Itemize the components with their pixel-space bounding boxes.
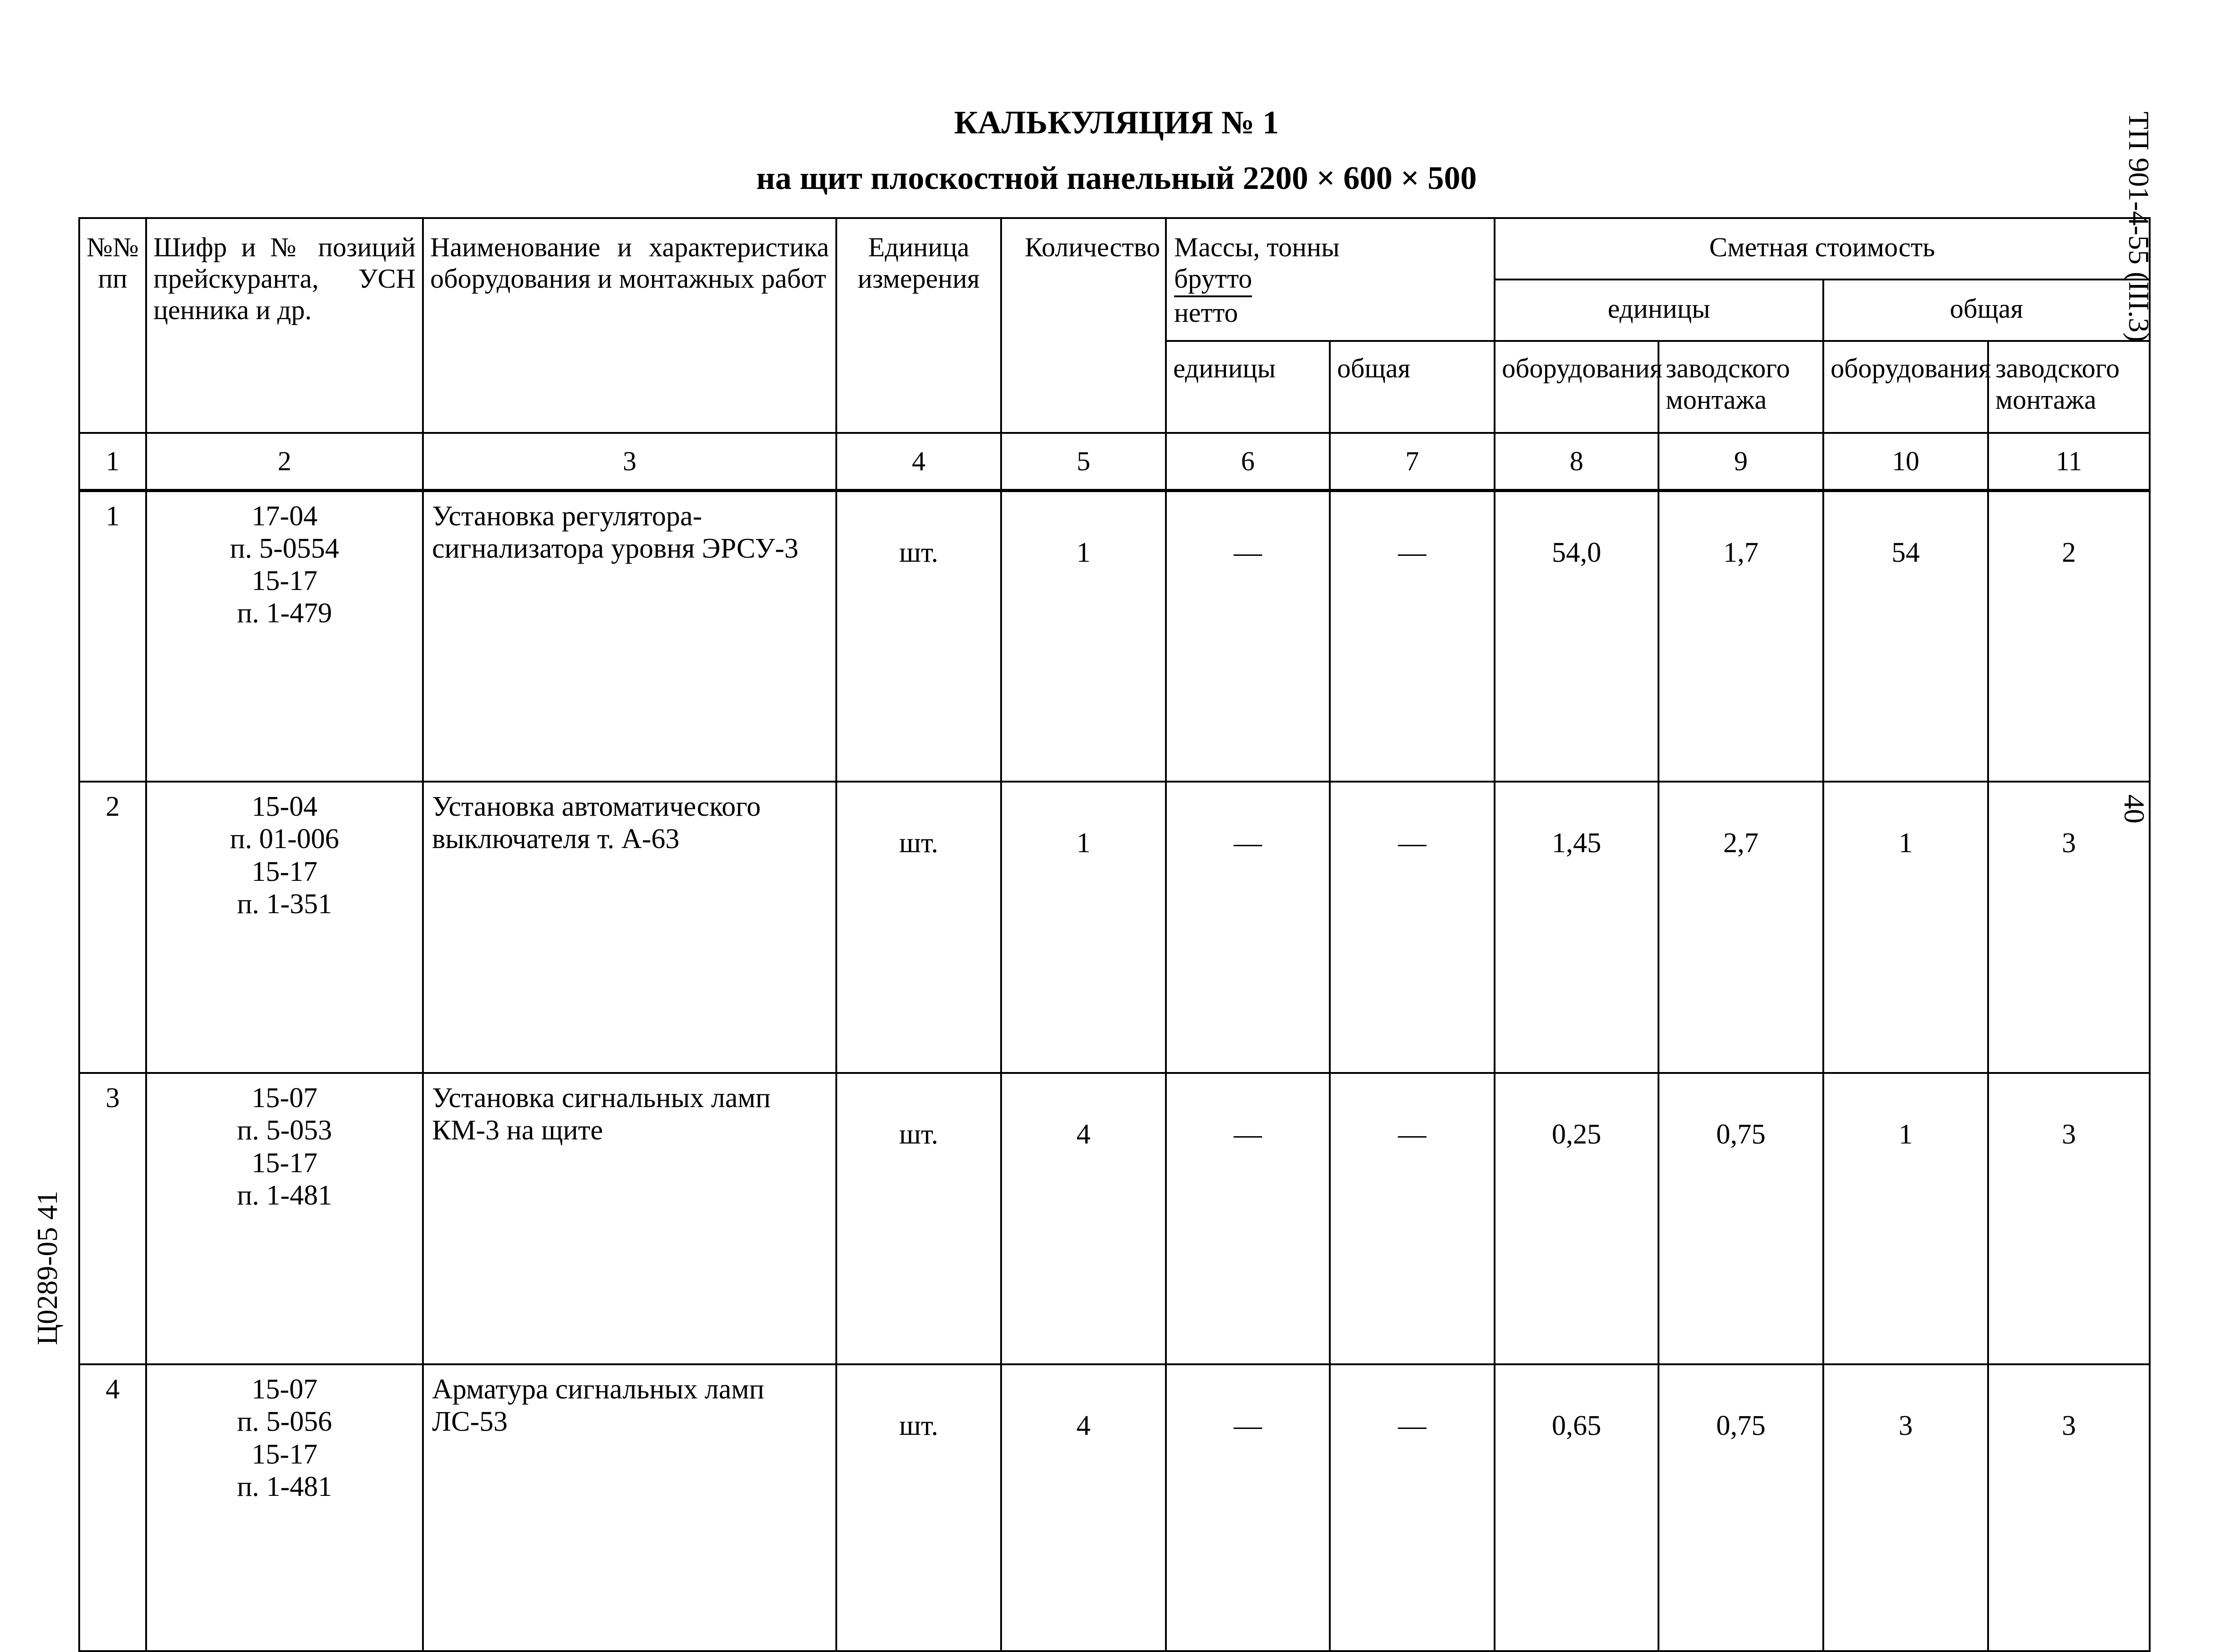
row-cost-unit-assembly: 0,75 [1658,1073,1823,1364]
row-cost-unit-assembly: 2,7 [1658,782,1823,1073]
table-row [79,490,2150,782]
row-cost-unit-assembly: 0,75 [1658,1364,1823,1651]
column-number: 9 [1658,433,1823,490]
row-mass-unit: — [1166,1073,1330,1364]
row-name: Арматура сигнальных ламп ЛС-53 [423,1364,836,1651]
row-mass-unit: — [1166,782,1330,1073]
header-mass [1166,218,1495,341]
row-cost-unit-equipment: 0,65 [1495,1364,1658,1651]
column-number: 3 [423,433,836,490]
row-cost-total-equipment: 1 [1823,1073,1988,1364]
row-qty: 1 [1001,490,1166,782]
page-number: 40 [2118,794,2151,823]
row-qty: 1 [1001,782,1166,1073]
row-cost-unit-equipment: 0,25 [1495,1073,1658,1364]
header-cost-total-equipment: оборудования [1823,341,1988,433]
column-number: 7 [1330,433,1495,490]
row-cost-unit-assembly: 1,7 [1658,490,1823,782]
row-unit: шт. [836,490,1001,782]
header-num: №№ пп [79,218,146,433]
header-qty: Количество [1001,218,1166,433]
document-subtitle: на щит плоскостной панельный 2200 × 600 × 500 [756,160,1477,196]
column-number: 4 [836,433,1001,490]
row-mass-total: — [1330,1073,1495,1364]
row-cost-unit-equipment: 1,45 [1495,782,1658,1073]
header-cost-unit: единицы [1495,280,1823,341]
header-mass-unit: единицы [1166,341,1330,433]
row-qty: 4 [1001,1364,1166,1651]
column-number: 2 [146,433,423,490]
row-mass-total: — [1330,1364,1495,1651]
row-unit: шт. [836,1364,1001,1651]
row-code: 17-04 п. 5-0554 15-17 п. 1-479 [146,490,423,782]
header-cost-unit-equipment: оборудования [1495,341,1658,433]
table-row [79,782,2150,1073]
row-code: 15-07 п. 5-053 15-17 п. 1-481 [146,1073,423,1364]
project-code: ТП 901-4-55 (III.3) [2123,112,2155,342]
document-title: КАЛЬКУЛЯЦИЯ № 1 [954,104,1279,141]
row-number: 3 [79,1073,146,1364]
row-cost-total-equipment: 3 [1823,1364,1988,1651]
header-cost-unit-assembly: заводского монтажа [1658,341,1823,433]
row-name: Установка сигнальных ламп КМ-3 на щите [423,1073,836,1364]
row-unit: шт. [836,1073,1001,1364]
archive-number: Ц0289-05 41 [31,1190,63,1345]
row-mass-unit: — [1166,1364,1330,1651]
row-number: 2 [79,782,146,1073]
column-number: 6 [1166,433,1330,490]
header-mass-label: Массы, тонны [1174,232,1340,262]
column-number: 11 [1988,433,2150,490]
header-name: Наименование и характеристика оборудования и монтажных работ [423,218,836,433]
table-row [79,1364,2150,1651]
row-cost-unit-equipment: 54,0 [1495,490,1658,782]
row-name: Установка регулятора-сигнализатора уровня ЭРСУ-3 [423,490,836,782]
header-cost-total: общая [1823,280,2150,341]
table-row [79,1073,2150,1364]
row-mass-total: — [1330,490,1495,782]
row-cost-total-equipment: 54 [1823,490,1988,782]
column-number: 10 [1823,433,1988,490]
header-unit: Единица измерения [836,218,1001,433]
row-cost-total-assembly: 2 [1988,490,2150,782]
header-mass-brutto: брутто [1174,263,1252,297]
column-number: 1 [79,433,146,490]
row-cost-total-assembly: 3 [1988,1364,2150,1651]
row-cost-total-assembly: 3 [1988,782,2150,1073]
row-qty: 4 [1001,1073,1166,1364]
header-cost: Сметная стоимость [1495,218,2150,280]
header-cost-total-assembly: заводского монтажа [1988,341,2150,433]
column-number-row [79,433,2150,490]
row-mass-unit: — [1166,490,1330,782]
row-cost-total-assembly: 3 [1988,1073,2150,1364]
row-cost-total-equipment: 1 [1823,782,1988,1073]
column-number: 5 [1001,433,1166,490]
row-code: 15-07 п. 5-056 15-17 п. 1-481 [146,1364,423,1651]
header-code: Шифр и № позиций прейскуранта, УСН ценника и др. [146,218,423,433]
row-code: 15-04 п. 01-006 15-17 п. 1-351 [146,782,423,1073]
row-number: 4 [79,1364,146,1651]
header-mass-netto: нетто [1174,298,1238,328]
row-mass-total: — [1330,782,1495,1073]
row-number: 1 [79,490,146,782]
calculation-table [78,217,2151,1652]
header-mass-total: общая [1330,341,1495,433]
row-name: Установка автоматического выключателя т. А-63 [423,782,836,1073]
row-unit: шт. [836,782,1001,1073]
column-number: 8 [1495,433,1658,490]
